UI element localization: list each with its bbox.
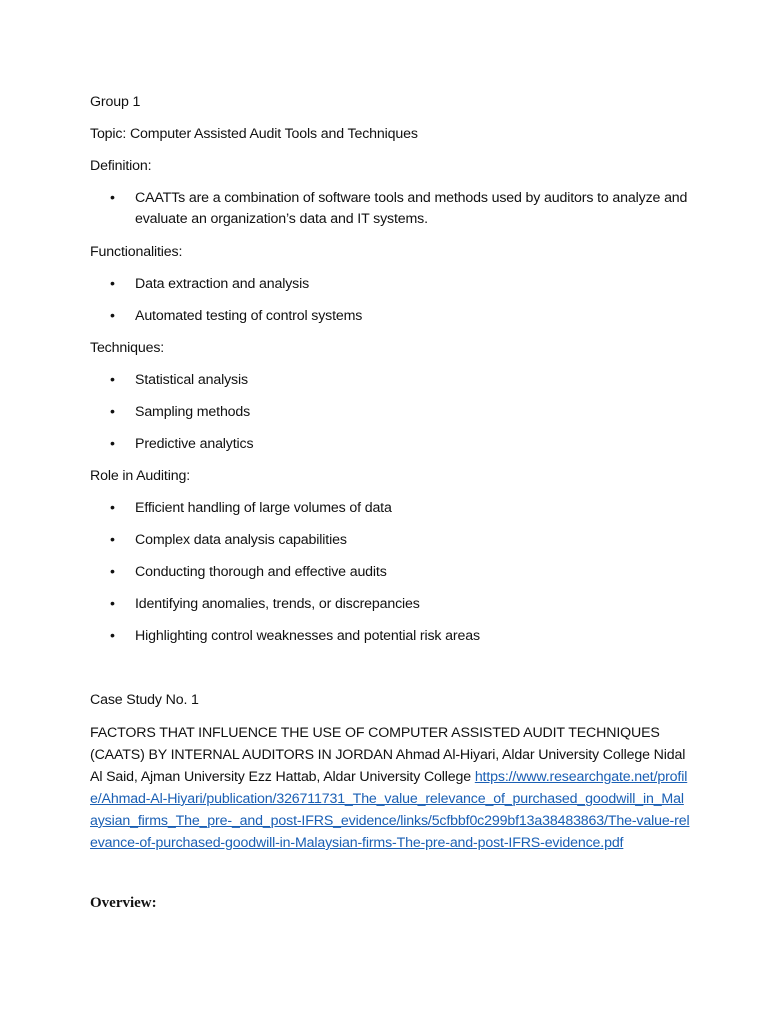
case-study-heading: Case Study No. 1: [90, 692, 199, 708]
bullet-icon: •: [110, 436, 115, 452]
bullet-icon: •: [110, 564, 115, 580]
topic-line: Topic: Computer Assisted Audit Tools and Techniques: [90, 126, 418, 142]
role-heading: Role in Auditing:: [90, 468, 190, 484]
technique-item: Predictive analytics: [135, 436, 254, 452]
bullet-icon: •: [110, 308, 115, 324]
overview-heading: Overview:: [90, 895, 157, 911]
definition-item: CAATTs are a combination of software tools and methods used by auditors to analyze and evaluate an organization’s data and IT systems.: [135, 190, 688, 227]
bullet-icon: •: [110, 404, 115, 420]
techniques-heading: Techniques:: [90, 340, 165, 356]
group-label: Group 1: [90, 94, 141, 110]
case-study-reference: [90, 722, 690, 854]
role-item: Efficient handling of large volumes of data: [135, 500, 392, 516]
technique-item: Statistical analysis: [135, 372, 248, 388]
definition-heading: Definition:: [90, 158, 152, 174]
bullet-icon: •: [110, 500, 115, 516]
case-study-link[interactable]: https://www.researchgate.net/profile/Ahmad-Al-Hiyari/publication/326711731_The_value_relevance_of_purchased_goodwill_in_Malaysian_firms_The_pre-_and_post-IFRS_evidence/links/5cfbbf0c299bf13a38483863/The-value-relevance-of-purchased-goodwill-in-Malaysian-firms-The-pre-and-post-IFRS-evidence.pdf: [90, 769, 690, 851]
bullet-icon: •: [110, 596, 115, 612]
bullet-icon: •: [110, 190, 115, 206]
role-item: Identifying anomalies, trends, or discrepancies: [135, 596, 420, 612]
functionality-item: Automated testing of control systems: [135, 308, 363, 324]
functionality-item: Data extraction and analysis: [135, 276, 310, 292]
functionalities-heading: Functionalities:: [90, 244, 183, 260]
bullet-icon: •: [110, 532, 115, 548]
bullet-icon: •: [110, 276, 115, 292]
case-study-title: FACTORS THAT INFLUENCE THE USE OF COMPUTER ASSISTED AUDIT TECHNIQUES (CAATS) BY INTERNAL AUDITORS IN JORDAN Ahmad Al-Hiyari, Aldar University College Nidal Al Said, Ajman University Ezz Hattab, Aldar University College: [90, 725, 686, 785]
technique-item: Sampling methods: [135, 404, 251, 420]
bullet-icon: •: [110, 372, 115, 388]
role-item: Highlighting control weaknesses and potential risk areas: [135, 628, 480, 644]
role-item: Complex data analysis capabilities: [135, 532, 347, 548]
role-item: Conducting thorough and effective audits: [135, 564, 387, 580]
bullet-icon: •: [110, 628, 115, 644]
